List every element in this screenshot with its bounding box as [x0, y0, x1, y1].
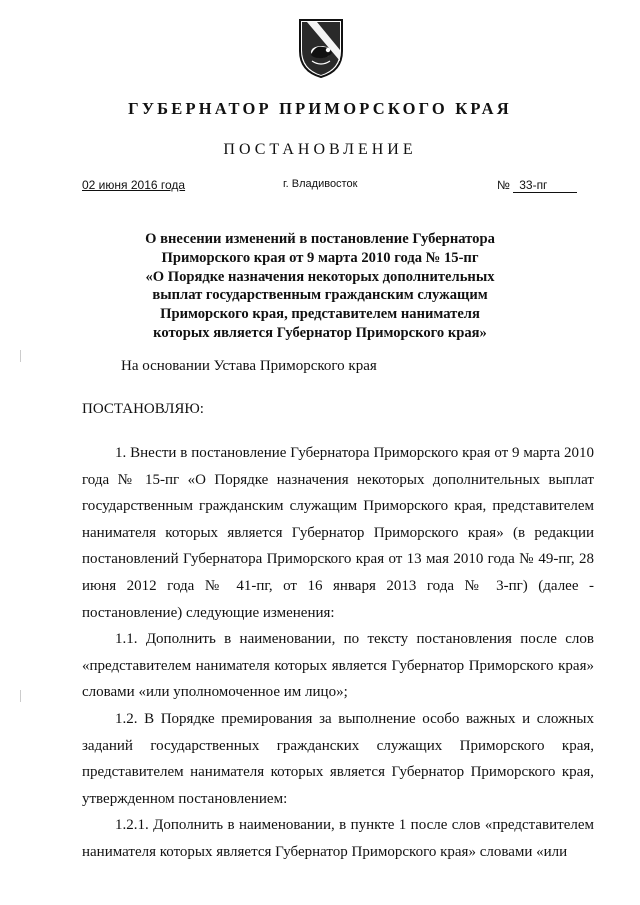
- document-type: ПОСТАНОВЛЕНИЕ: [223, 141, 417, 158]
- legal-basis: На основании Устава Приморского края: [121, 358, 377, 374]
- document-city: г. Владивосток: [283, 178, 358, 190]
- subject-line: О внесении изменений в постановление Губернатора: [145, 231, 495, 247]
- resolve-heading: ПОСТАНОВЛЯЮ:: [82, 401, 204, 417]
- paragraph-1: 1. Внести в постановление Губернатора Приморского края от 9 марта 2010 года № 15-пг «О Порядке назначения некоторых дополнительных выплат государственным гражданским служащим Приморского края, представителем нанимателя которых является Губернатор Приморского края» (в редакции постановлений Губернатора Приморского края от 13 мая 2010 года № 49-пг, 28 июня 2012 года № 41-пг, от 16 января 2013 года № 3-пг) (далее - постановление) следующие изменения:: [82, 445, 594, 621]
- subject-line: которых является Губернатор Приморского края»: [153, 324, 487, 341]
- subject-line: «О Порядке назначения некоторых дополнительных: [145, 268, 495, 285]
- subject-line: Приморского края, представителем нанимателя: [160, 306, 480, 323]
- number-value: 33-пг: [513, 178, 577, 193]
- paragraph-1-2-1: 1.2.1. Дополнить в наименовании, в пункте 1 после слов «представителем нанимателя которых является Губернатор Приморского края» словами «или: [82, 817, 594, 860]
- document-body: [82, 440, 594, 866]
- margin-mark: [20, 690, 21, 702]
- number-sign: №: [497, 178, 510, 192]
- subject-line: выплат государственным гражданским служащим: [152, 287, 488, 304]
- governor-title: ГУБЕРНАТОР ПРИМОРСКОГО КРАЯ: [128, 99, 512, 118]
- subject-line: Приморского края от 9 марта 2010 года № 15-пг: [161, 249, 479, 266]
- document-date: 02 июня 2016 года: [82, 178, 186, 192]
- margin-mark: [20, 350, 21, 362]
- document-subject: [110, 230, 530, 343]
- document-number: [497, 178, 577, 193]
- coat-of-arms-icon: [297, 17, 345, 79]
- paragraph-1-1: 1.1. Дополнить в наименовании, по тексту постановления после слов «представителем нанимателя которых является Губернатор Приморского края» словами «или уполномоченное им лицо»;: [82, 631, 594, 701]
- paragraph-1-2: 1.2. В Порядке премирования за выполнение особо важных и сложных заданий государственных гражданских служащих Приморского края, представителем нанимателя которых является Губернатор Приморского края, утвержденном постановлением:: [82, 710, 594, 807]
